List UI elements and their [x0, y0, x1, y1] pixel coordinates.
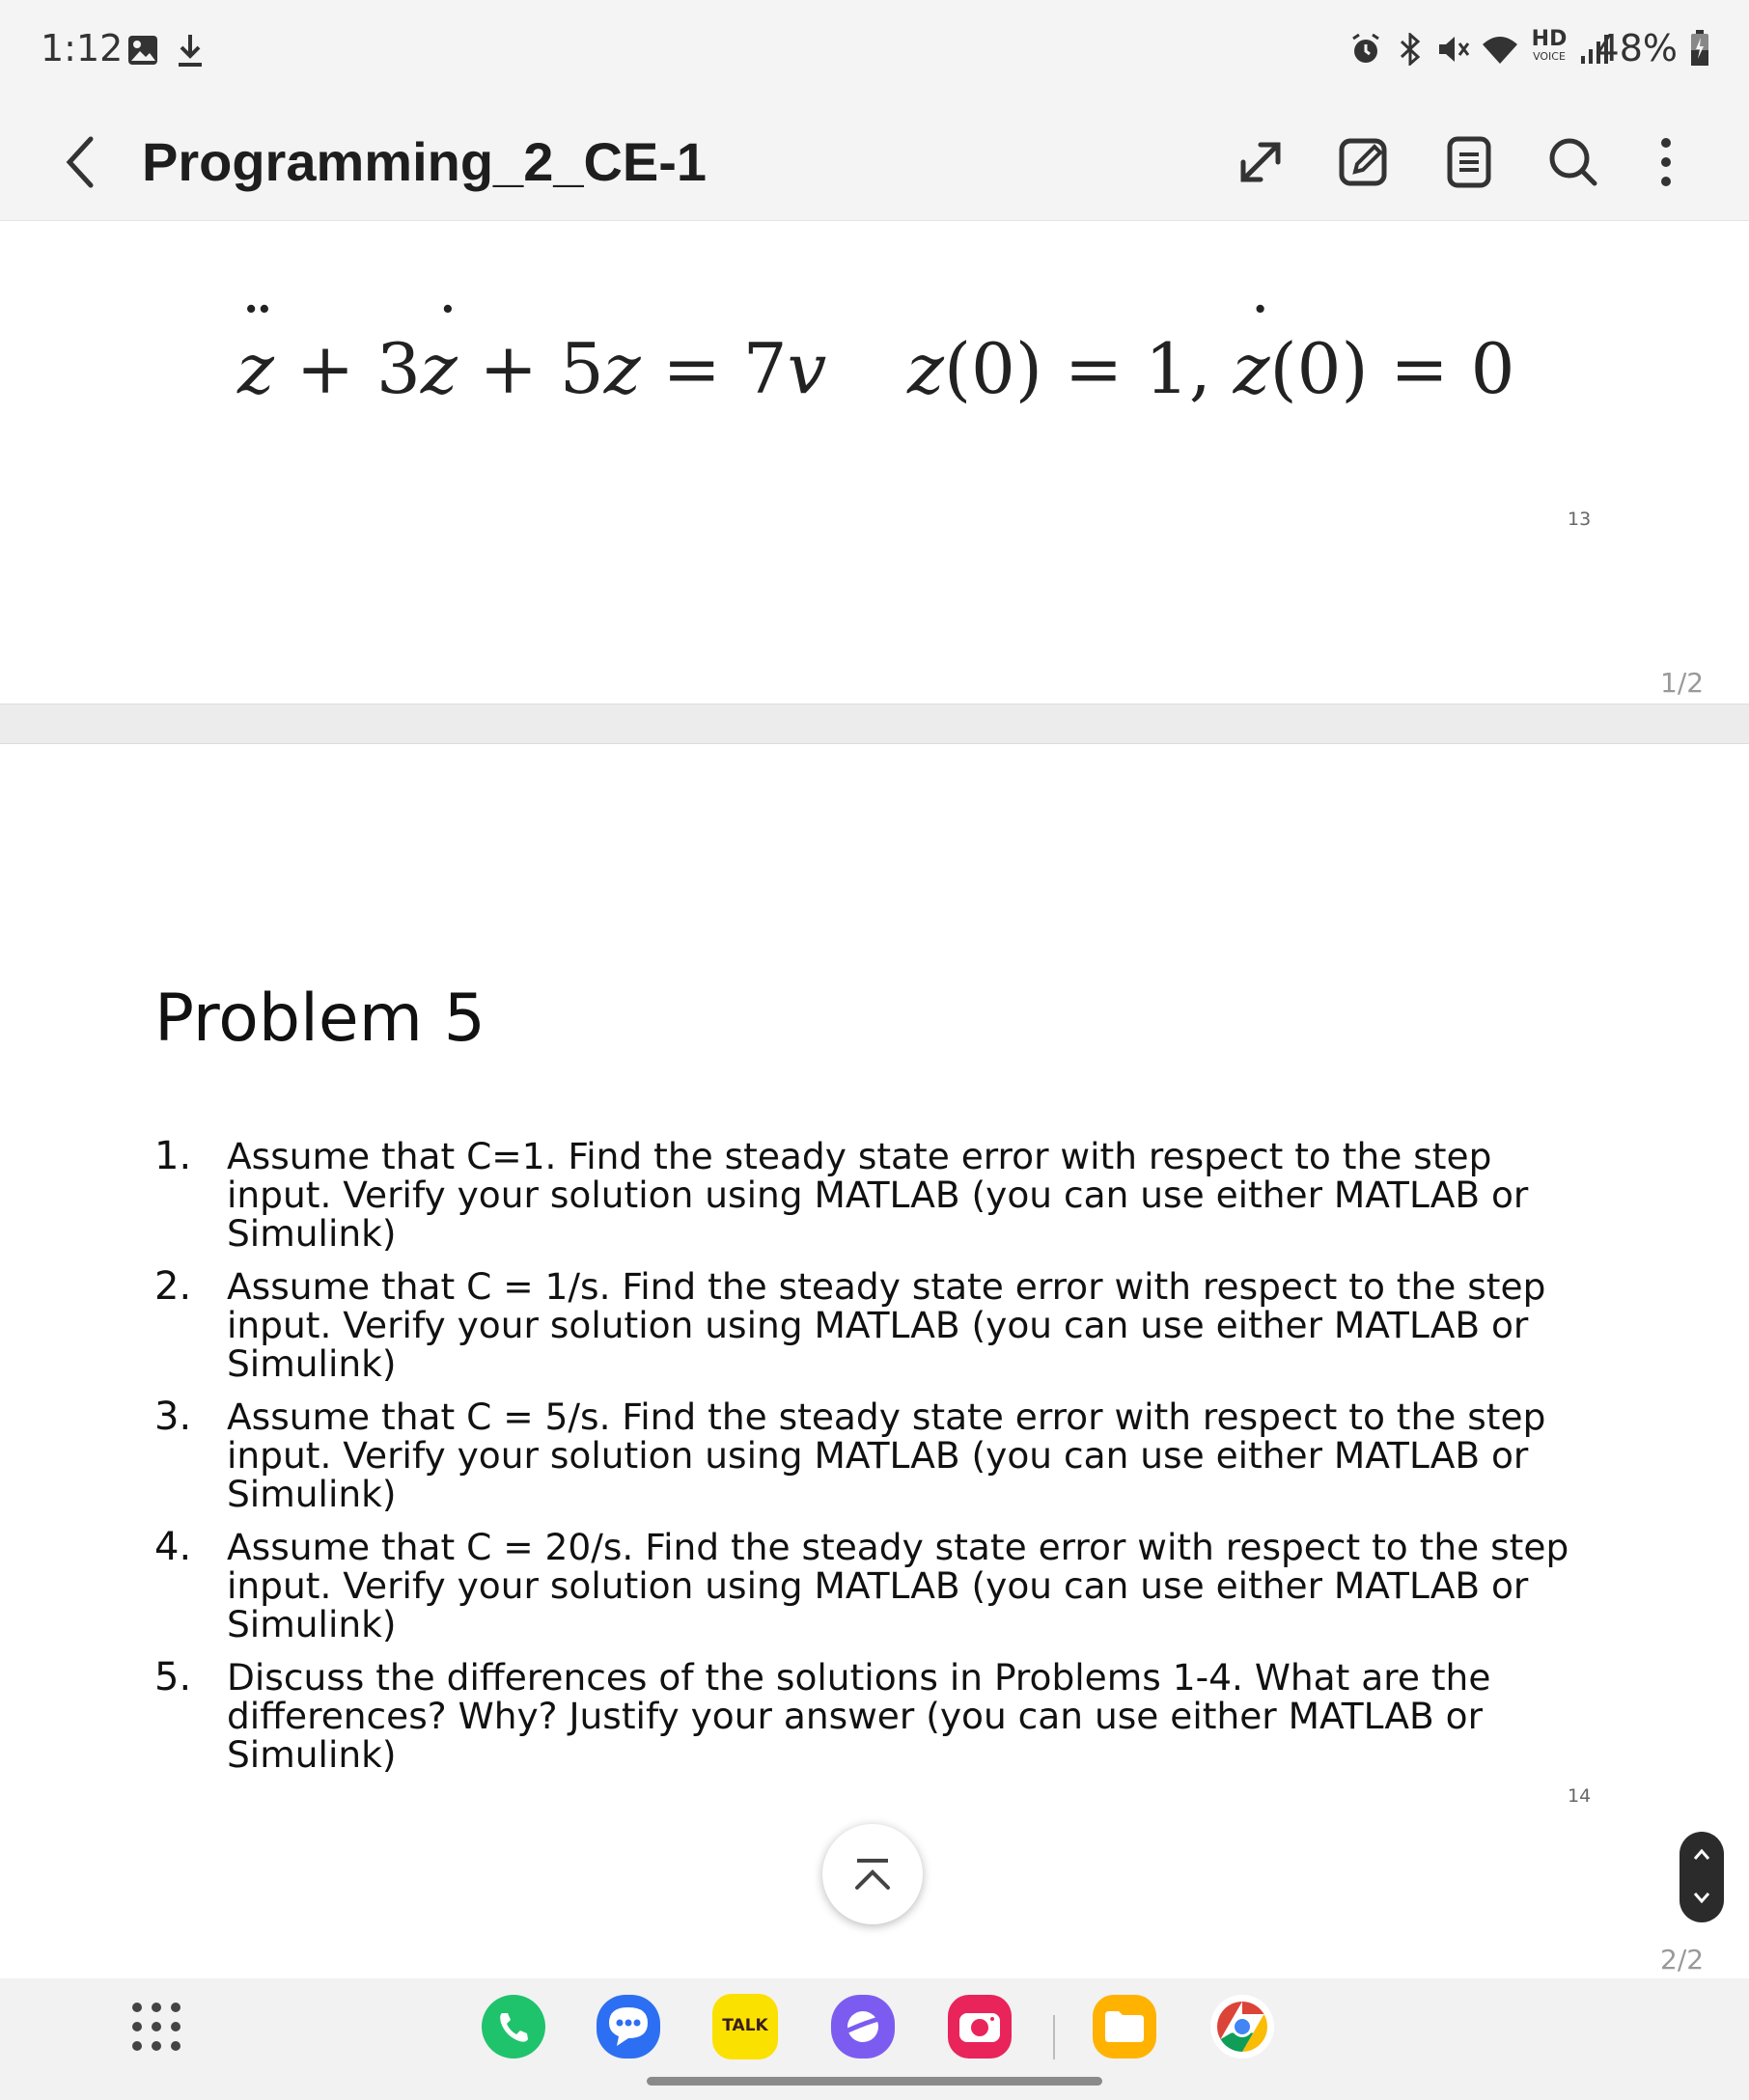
scroll-to-top-icon: [822, 1910, 923, 1928]
page-counter: 2/2: [1660, 1944, 1705, 1976]
phone-icon: [481, 2045, 546, 2063]
list-item: [154, 1264, 1602, 1385]
eq-rhs: = 7: [640, 328, 788, 409]
question-number: 5.: [154, 1655, 192, 1699]
back-icon: [58, 184, 106, 203]
camera-app[interactable]: [947, 1994, 1013, 2059]
dock-separator: [1053, 2015, 1055, 2059]
app-drawer-button[interactable]: [124, 1994, 189, 2059]
my-files-app[interactable]: [1092, 1994, 1157, 2059]
chrome-app[interactable]: [1209, 1994, 1275, 2059]
question-number: 4.: [154, 1525, 192, 1569]
wifi-icon: [1481, 33, 1519, 69]
ic-2: (0) = 0: [1269, 328, 1515, 409]
question-text: Assume that C = 5/s. Find the steady state error with respect to the step input. Verify your solution using MATLAB (you can use either MATLAB or Simulink): [227, 1395, 1546, 1515]
kakaotalk-app[interactable]: [712, 1994, 778, 2059]
download-icon: [176, 33, 205, 73]
page-divider: [0, 704, 1749, 744]
talk-label: TALK: [722, 2016, 768, 2035]
mute-icon: [1436, 33, 1471, 69]
reading-mode-icon: [1434, 182, 1504, 201]
voice-label: VOICE: [1533, 50, 1566, 63]
battery-percent: 48%: [1596, 27, 1678, 69]
z-double-dot: ¨ z: [237, 328, 274, 409]
differential-equation: [237, 328, 826, 409]
chrome-icon: [1209, 2045, 1275, 2063]
question-text: Assume that C=1. Find the steady state error with respect to the step input. Verify your solution using MATLAB (you can use either MATLAB or Simulink): [227, 1135, 1529, 1255]
list-item: [154, 1397, 1602, 1513]
scroll-to-top-button[interactable]: [822, 1824, 923, 1924]
bluetooth-icon: [1396, 33, 1425, 69]
ic-1: (0) = 1,: [943, 328, 1234, 409]
question-text: Assume that C = 1/s. Find the steady state error with respect to the step input. Verify your solution using MATLAB (you can use either MATLAB or Simulink): [227, 1265, 1546, 1385]
expand-button[interactable]: [1226, 127, 1295, 197]
app-bar: [0, 106, 1749, 221]
z-var-ic: z: [907, 328, 944, 409]
question-text: Assume that C = 20/s. Find the steady state error with respect to the step input. Verify your solution using MATLAB (you can use either MATLAB or Simulink): [227, 1526, 1569, 1645]
chevron-up-icon: [1680, 1839, 1724, 1872]
home-indicator[interactable]: [647, 2077, 1102, 2086]
document-page-1: [0, 221, 1749, 704]
page-number: 14: [1568, 1785, 1592, 1807]
list-item: [154, 1525, 1602, 1645]
page-counter: 1/2: [1660, 667, 1705, 699]
hd-voice-icon: [1525, 29, 1573, 63]
page-number: 13: [1568, 509, 1592, 530]
status-bar: [0, 0, 1749, 106]
status-time: 1:12: [41, 27, 124, 69]
page-scroll-handle[interactable]: [1680, 1832, 1724, 1922]
list-item: [154, 1655, 1602, 1776]
my-files-icon: [1092, 2045, 1157, 2063]
z-var: z: [603, 328, 641, 409]
camera-icon: [947, 2045, 1013, 2063]
phone-app[interactable]: [481, 1994, 546, 2059]
document-title: Programming_2_CE-1: [142, 131, 708, 192]
back-button[interactable]: [58, 125, 106, 199]
hd-label: HD: [1531, 27, 1568, 51]
chevron-down-icon: [1680, 1884, 1724, 1917]
eq-term-5: + 5: [457, 328, 604, 409]
edit-icon: [1328, 182, 1398, 201]
search-button[interactable]: [1539, 127, 1608, 197]
question-number: 3.: [154, 1395, 192, 1439]
question-list: [154, 1134, 1602, 1788]
app-drawer-icon: [124, 2045, 189, 2063]
problem-heading: Problem 5: [154, 981, 486, 1057]
battery-icon: [1689, 29, 1710, 71]
question-number: 1.: [154, 1134, 192, 1178]
expand-icon: [1226, 182, 1295, 201]
initial-conditions: [907, 328, 1514, 409]
z-dot: ˙ z: [421, 328, 458, 409]
internet-browser-app[interactable]: [830, 1994, 896, 2059]
alarm-icon: [1349, 33, 1382, 69]
messages-app[interactable]: [596, 1994, 661, 2059]
taskbar-dock: [0, 1978, 1749, 2100]
more-options-button[interactable]: [1631, 127, 1701, 197]
question-text: Discuss the differences of the solutions in Problems 1-4. What are the differences? Why? Justify your answer (you can use either MATLAB or Simulink): [227, 1656, 1491, 1776]
more-options-icon: [1631, 182, 1701, 201]
z-dot-ic: ˙ z: [1234, 328, 1270, 409]
reading-mode-button[interactable]: [1434, 127, 1504, 197]
list-item: [154, 1134, 1602, 1255]
internet-browser-icon: [830, 2045, 896, 2063]
question-number: 2.: [154, 1264, 192, 1309]
edit-button[interactable]: [1328, 127, 1398, 197]
messages-icon: [596, 2045, 661, 2063]
v-var: v: [787, 328, 827, 409]
gallery-icon: [125, 33, 160, 71]
search-icon: [1539, 182, 1608, 201]
eq-term-3: + 3: [273, 328, 421, 409]
